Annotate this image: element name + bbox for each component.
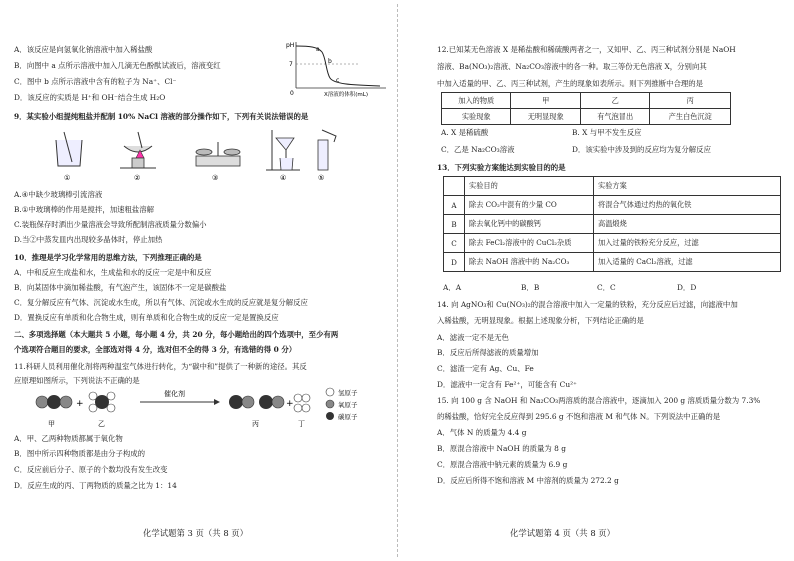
reaction-arrow — [140, 399, 220, 405]
q13-table — [443, 176, 781, 272]
molecule-yi — [89, 392, 115, 412]
balance-icon — [196, 142, 240, 166]
q10-option-b: B．向某固体中滴加稀盐酸，有气泡产生，该固体不一定是碳酸盐 — [14, 283, 227, 292]
hydrogen-atom-icon — [326, 388, 334, 396]
table-cell: 乙 — [580, 93, 649, 109]
molecule-reaction-diagram — [30, 384, 370, 434]
page-footer-4: 化学试题第 4 页（共 8 页） — [510, 528, 616, 538]
fig-label-5: ⑤ — [318, 174, 325, 182]
q15-stem-2: 的稀盐酸，恰好完全反应得到 295.6 g 不饱和溶液 M 和气体 N。下列说法中正确的是 — [437, 412, 721, 421]
molecule-bing — [229, 395, 284, 409]
q10-stem: 10．推理是学习化学常用的思维方法，下列推理正确的是 — [14, 253, 202, 262]
q8-option-b: B．向图中 a 点所示溶液中加入几滴无色酚酞试液后，溶液变红 — [14, 61, 221, 70]
molecule-ding — [294, 394, 310, 412]
point-c: c — [336, 77, 340, 84]
table-cell: 甲 — [511, 93, 580, 109]
label-ding: 丁 — [298, 420, 305, 428]
q13-choice-a: A．A — [443, 283, 462, 292]
catalyst-label: 催化剂 — [164, 390, 185, 398]
table-cell — [444, 177, 465, 196]
table-cell: 实验现象 — [442, 109, 511, 125]
legend-carbon: 碳原子 — [338, 413, 358, 421]
q13-stem: 13．下列实验方案能达到实验目的的是 — [437, 163, 566, 172]
table-cell: 除去 NaOH 溶液中的 Na₂CO₃ — [465, 253, 594, 272]
q12-option-b: B. X 与甲不发生反应 — [572, 128, 642, 137]
q15-option-b: B．原混合溶液中 NaOH 的质量为 8 g — [437, 444, 566, 453]
q9-option-c: C.装瓶保存时洒出少量溶液会导致所配制溶液质量分数偏小 — [14, 220, 207, 229]
q10-option-c: C．复分解反应有气体、沉淀或水生成，所以有气体、沉淀或水生成的反应就是复分解反应 — [14, 298, 308, 307]
q11-option-b: B．图中所示四种物质都是由分子构成的 — [14, 449, 146, 458]
svg-text:+: + — [286, 399, 294, 409]
legend-oxygen: 氧原子 — [338, 401, 358, 409]
table-cell: 将混合气体通过灼热的氧化铁 — [594, 196, 781, 215]
q8-option-d: D．该反应的实质是 H⁺和 OH⁻结合生成 H₂O — [14, 93, 166, 102]
q14-option-d: D．滤液中一定含有 Fe²⁺，可能含有 Cu²⁺ — [437, 380, 577, 389]
legend-hydrogen: 氢原子 — [338, 389, 358, 397]
atom-legend — [326, 388, 358, 421]
table-cell: 除去 FeCl₂溶液中的 CuCl₂杂质 — [465, 234, 594, 253]
table-cell: 有气泡冒出 — [580, 109, 649, 125]
q12-table — [441, 92, 731, 125]
table-cell: 高温煅烧 — [594, 215, 781, 234]
table-cell: B — [444, 215, 465, 234]
q14-option-c: C．滤渣一定有 Ag、Cu、Fe — [437, 364, 534, 373]
q9-option-b: B.①中玻璃棒的作用是搅拌，加速粗盐溶解 — [14, 205, 155, 214]
q14-option-b: B．反应后所得滤液的质量增加 — [437, 348, 539, 357]
table-cell: 加入过量的铁粉充分反应，过滤 — [594, 234, 781, 253]
fig-label-1: ① — [64, 174, 71, 182]
carbon-atom-icon — [326, 412, 334, 420]
label-jia: 甲 — [48, 420, 55, 428]
q14-stem-1: 14. 向 AgNO₃和 Cu(NO₃)₂的混合溶液中加入一定量的铁粉，充分反应后过滤，向滤液中加 — [437, 300, 738, 309]
q10-option-a: A．中和反应生成盐和水，生成盐和水的反应一定是中和反应 — [14, 268, 212, 277]
q11-stem-1: 11.科研人员利用催化剂将两种温室气体进行转化，为“碳中和”提供了一种新的途径。其反 — [14, 362, 307, 371]
q13-choice-d: D．D — [677, 283, 697, 292]
table-cell: 无明显现象 — [511, 109, 580, 125]
q12-option-c: C．乙是 Na₂CO₃溶液 — [441, 145, 515, 154]
table-cell: 丙 — [650, 93, 731, 109]
q12-stem-3: 中加入适量的甲、乙、丙三种试剂，产生的现象如表所示。则下列推断中合理的是 — [437, 79, 704, 88]
table-row — [444, 234, 781, 253]
graph-origin: 0 — [290, 90, 294, 97]
table-cell: 实验方案 — [594, 177, 781, 196]
ph-curve-graph — [280, 38, 390, 98]
table-row — [444, 253, 781, 272]
table-cell: 实验目的 — [465, 177, 594, 196]
q12-option-d: D．该实验中涉及到的反应均为复分解反应 — [572, 145, 711, 154]
evaporation-icon — [120, 132, 156, 168]
table-row — [442, 109, 731, 125]
lab-apparatus-figure — [50, 128, 340, 184]
fig-label-2: ② — [134, 174, 141, 182]
table-cell: 加入适量的 CaCl₂溶液，过滤 — [594, 253, 781, 272]
section2-heading-1: 二、多项选择题（本大题共 5 小题，每小题 4 分，共 20 分，每小题给出的四个选项中，至少有两 — [14, 330, 339, 339]
q12-option-a: A. X 是稀硫酸 — [441, 128, 489, 137]
point-a: a — [316, 46, 320, 53]
svg-text:+: + — [76, 399, 84, 409]
table-row — [444, 215, 781, 234]
pouring-icon — [318, 130, 336, 170]
table-cell: D — [444, 253, 465, 272]
filtration-icon — [266, 130, 300, 170]
q8-option-c: C．图中 b 点所示溶液中含有的粒子为 Na⁺、Cl⁻ — [14, 77, 177, 86]
q14-stem-2: 入稀盐酸，无明显现象。根据上述现象分析，下列结论正确的是 — [437, 316, 644, 325]
table-cell: A — [444, 196, 465, 215]
label-bing: 丙 — [252, 420, 259, 428]
q12-stem-2: 溶液、Ba(NO₃)₂溶液、Na₂CO₃溶液中的各一种。取三等份无色溶液 X，分别向其 — [437, 62, 707, 71]
beaker-icon — [56, 132, 82, 166]
q12-stem-1: 12.已知某无色溶液 X 是稀盐酸和稀硫酸两者之一，又知甲、乙、丙三种试剂分别是 NaOH — [437, 45, 736, 54]
oxygen-atom-icon — [326, 400, 334, 408]
fig-label-4: ④ — [280, 174, 287, 182]
label-yi: 乙 — [98, 420, 105, 428]
right-page — [397, 0, 794, 561]
q9-stem: 9．某实验小组提纯粗盐并配制 10% NaCl 溶液的部分操作如下，下列有关说法错误的是 — [14, 112, 309, 121]
q15-option-c: C．原混合溶液中钠元素的质量为 6.9 g — [437, 460, 568, 469]
q13-choice-b: B．B — [521, 283, 540, 292]
table-row — [444, 196, 781, 215]
q11-option-c: C．反应前后分子、原子的个数均没有发生改变 — [14, 465, 168, 474]
q8-option-a: A．该反应是向氢氧化钠溶液中加入稀盐酸 — [14, 45, 153, 54]
graph-y-tick: 7 — [289, 61, 293, 68]
table-cell: 除去 CO₂中混有的少量 CO — [465, 196, 594, 215]
q11-option-d: D．反应生成的丙、丁两物质的质量之比为 1：14 — [14, 481, 177, 490]
q10-option-d: D．置换反应有单质和化合物生成，则有单质和化合物生成的反应一定是置换反应 — [14, 313, 279, 322]
fig-label-3: ③ — [212, 174, 219, 182]
q11-option-a: A．甲、乙两种物质都属于氧化物 — [14, 434, 123, 443]
q11-stem-2: 应原理如图所示，下列说法不正确的是 — [14, 376, 140, 385]
table-row — [444, 177, 781, 196]
q15-option-a: A．气体 N 的质量为 4.4 g — [437, 428, 527, 437]
point-b: b — [328, 58, 332, 65]
q15-stem-1: 15. 向 100 g 含 NaOH 和 Na₂CO₃两溶质的混合溶液中，逐滴加入 200 g 溶质质量分数为 7.3% — [437, 396, 761, 405]
q15-option-d: D．反应后所得不饱和溶液 M 中溶剂的质量为 272.2 g — [437, 476, 619, 485]
page-footer-3: 化学试题第 3 页（共 8 页） — [143, 528, 249, 538]
q13-choice-c: C．C — [597, 283, 616, 292]
section2-heading-2: 个选项符合题目的要求，全部选对得 4 分，选对但不全的得 3 分，有选错的得 0 分） — [14, 345, 297, 354]
graph-xlabel: X溶液的体积(mL) — [324, 92, 368, 98]
table-row — [442, 93, 731, 109]
table-cell: 加入的物质 — [442, 93, 511, 109]
q9-option-d: D.当②中蒸发皿内出现较多晶体时，停止加热 — [14, 235, 163, 244]
q14-option-a: A．滤液一定不是无色 — [437, 333, 509, 342]
table-cell: 产生白色沉淀 — [650, 109, 731, 125]
graph-ylabel: pH — [286, 42, 295, 49]
table-cell: C — [444, 234, 465, 253]
q9-option-a: A.④中缺少玻璃棒引流溶液 — [14, 190, 103, 199]
table-cell: 除去氧化钙中的碳酸钙 — [465, 215, 594, 234]
molecule-jia — [36, 395, 72, 409]
